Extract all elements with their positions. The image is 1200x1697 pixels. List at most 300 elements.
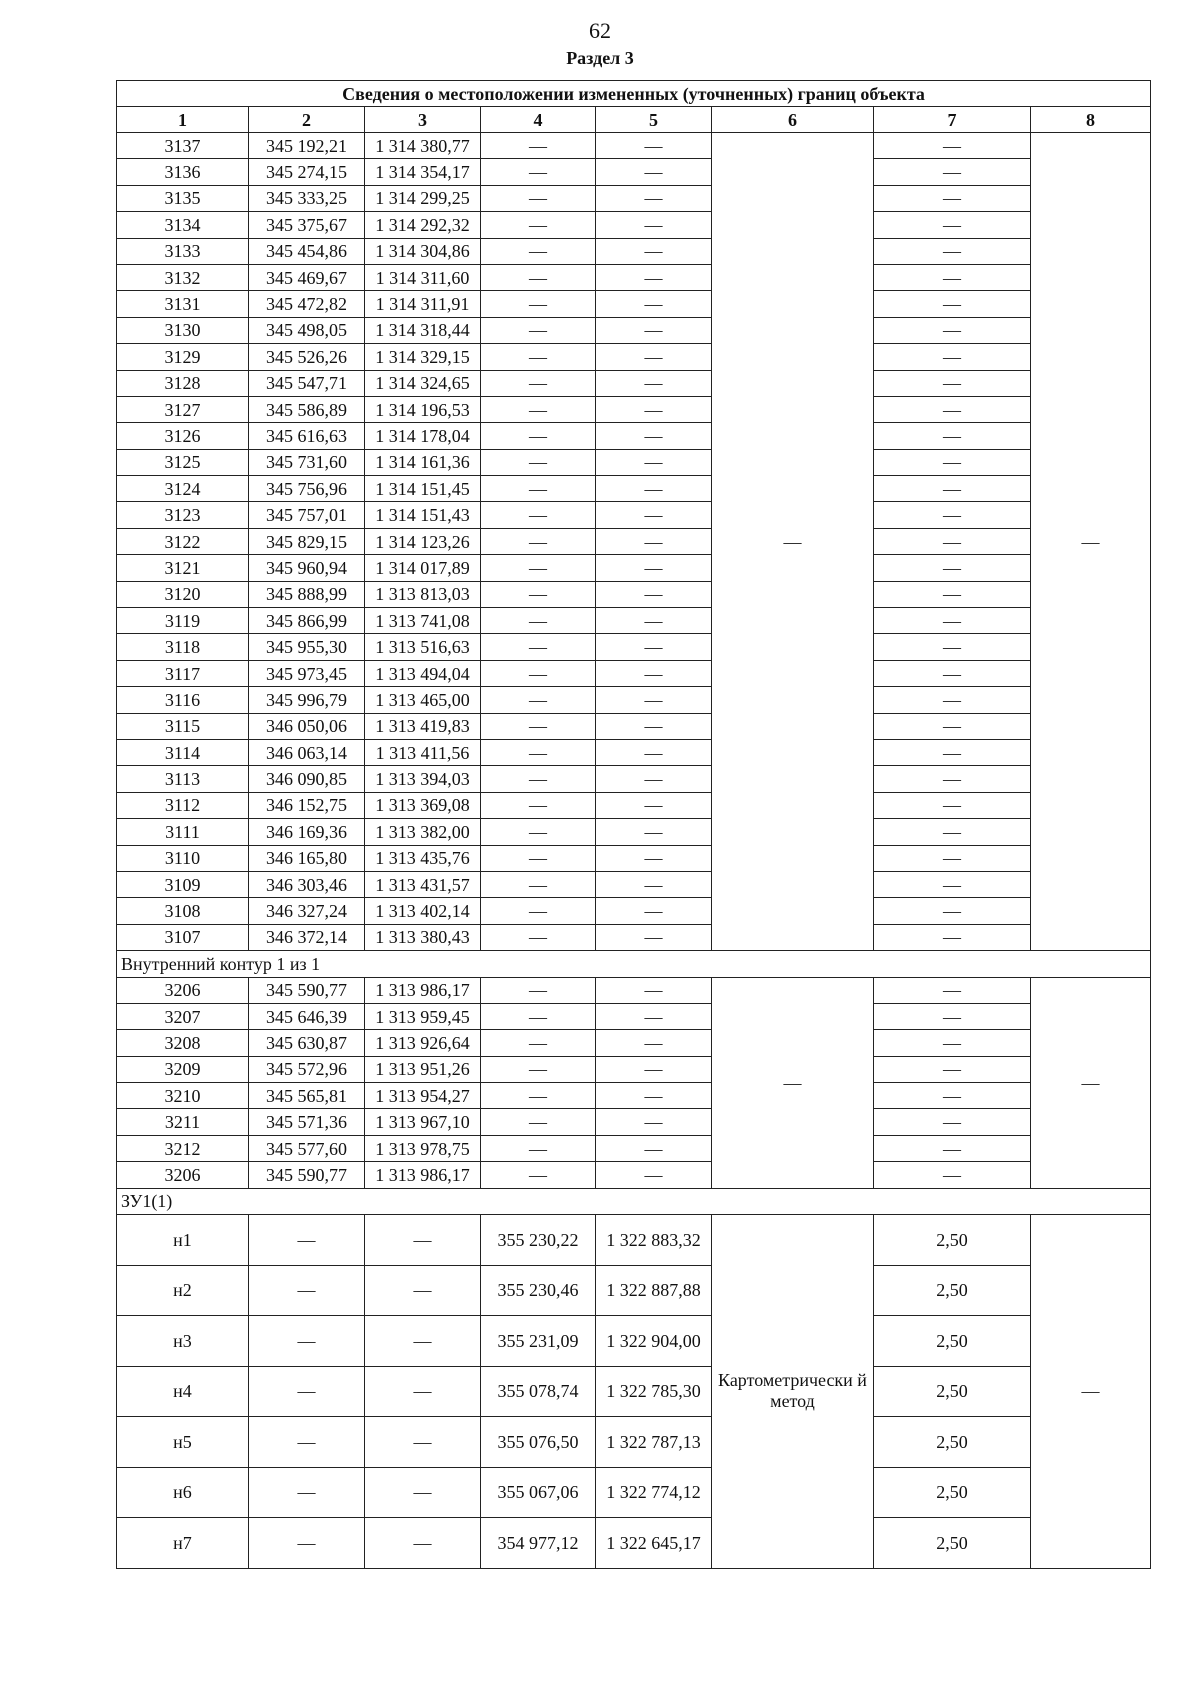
new-x-cell: — <box>481 1109 596 1135</box>
old-x-cell: — <box>249 1366 365 1417</box>
new-x-cell: — <box>481 528 596 554</box>
accuracy-cell: — <box>874 423 1031 449</box>
column-number: 1 <box>117 107 249 133</box>
point-number-cell: 3131 <box>117 291 249 317</box>
new-x-cell: — <box>481 845 596 871</box>
old-y-cell: 1 313 411,56 <box>365 739 481 765</box>
old-x-cell: 345 526,26 <box>249 344 365 370</box>
old-x-cell: 345 472,82 <box>249 291 365 317</box>
accuracy-cell: — <box>874 185 1031 211</box>
old-x-cell: 345 866,99 <box>249 608 365 634</box>
table-row <box>117 766 1151 792</box>
table-row <box>117 1056 1151 1082</box>
column-number: 8 <box>1031 107 1151 133</box>
new-x-cell: — <box>481 898 596 924</box>
old-x-cell: 345 646,39 <box>249 1003 365 1029</box>
old-y-cell: 1 314 123,26 <box>365 528 481 554</box>
point-number-cell: 3115 <box>117 713 249 739</box>
old-y-cell: 1 314 151,43 <box>365 502 481 528</box>
old-x-cell: — <box>249 1316 365 1367</box>
new-y-cell: 1 322 774,12 <box>596 1467 712 1518</box>
old-y-cell: 1 313 516,63 <box>365 634 481 660</box>
old-x-cell: 345 996,79 <box>249 687 365 713</box>
new-x-cell: — <box>481 713 596 739</box>
new-y-cell: — <box>596 344 712 370</box>
new-y-cell: — <box>596 1056 712 1082</box>
old-x-cell: 345 731,60 <box>249 449 365 475</box>
new-y-cell: — <box>596 660 712 686</box>
new-y-cell: — <box>596 845 712 871</box>
accuracy-cell: — <box>874 713 1031 739</box>
column-number: 3 <box>365 107 481 133</box>
notes-cell: — <box>1031 1215 1151 1569</box>
table-caption: Сведения о местоположении измененных (уточненных) границ объекта <box>117 81 1151 107</box>
new-y-cell: — <box>596 581 712 607</box>
page-number: 62 <box>589 18 611 43</box>
table-row <box>117 1030 1151 1056</box>
new-y-cell: — <box>596 317 712 343</box>
coordinates-table <box>116 80 1151 1569</box>
accuracy-cell: — <box>874 766 1031 792</box>
table-row <box>117 528 1151 554</box>
accuracy-cell: — <box>874 370 1031 396</box>
new-y-cell: — <box>596 423 712 449</box>
point-number-cell: 3121 <box>117 555 249 581</box>
point-number-cell: 3133 <box>117 238 249 264</box>
column-numbers-row <box>117 107 1151 133</box>
inner-contour-label: Внутренний контур 1 из 1 <box>117 951 1151 977</box>
old-x-cell: 345 454,86 <box>249 238 365 264</box>
table-row <box>117 1162 1151 1188</box>
new-x-cell: — <box>481 1030 596 1056</box>
new-y-cell: — <box>596 1109 712 1135</box>
new-x-cell: — <box>481 555 596 581</box>
old-y-cell: 1 314 299,25 <box>365 185 481 211</box>
new-y-cell: — <box>596 264 712 290</box>
table-row <box>117 608 1151 634</box>
new-y-cell: — <box>596 396 712 422</box>
new-x-cell: 355 078,74 <box>481 1366 596 1417</box>
new-x-cell: — <box>481 608 596 634</box>
table-row <box>117 845 1151 871</box>
new-y-cell: — <box>596 1162 712 1188</box>
old-y-cell: 1 313 959,45 <box>365 1003 481 1029</box>
table-row <box>117 634 1151 660</box>
old-y-cell: 1 314 161,36 <box>365 449 481 475</box>
new-y-cell: — <box>596 713 712 739</box>
new-x-cell: — <box>481 159 596 185</box>
new-y-cell: — <box>596 212 712 238</box>
point-number-cell: 3132 <box>117 264 249 290</box>
new-x-cell: — <box>481 370 596 396</box>
accuracy-cell: — <box>874 1162 1031 1188</box>
table-row <box>117 898 1151 924</box>
old-x-cell: 346 050,06 <box>249 713 365 739</box>
old-x-cell: 345 547,71 <box>249 370 365 396</box>
accuracy-cell: — <box>874 1135 1031 1161</box>
point-number-cell: 3120 <box>117 581 249 607</box>
table-row <box>117 713 1151 739</box>
new-x-cell: — <box>481 449 596 475</box>
old-y-cell: 1 313 419,83 <box>365 713 481 739</box>
new-y-cell: — <box>596 792 712 818</box>
new-y-cell: — <box>596 449 712 475</box>
accuracy-cell: — <box>874 871 1031 897</box>
old-x-cell: 345 829,15 <box>249 528 365 554</box>
new-y-cell: — <box>596 291 712 317</box>
new-y-cell: — <box>596 687 712 713</box>
new-x-cell: — <box>481 291 596 317</box>
accuracy-cell: — <box>874 555 1031 581</box>
old-x-cell: 346 327,24 <box>249 898 365 924</box>
new-x-cell: — <box>481 423 596 449</box>
new-y-cell: — <box>596 133 712 159</box>
table-row <box>117 924 1151 950</box>
table-row <box>117 555 1151 581</box>
column-number: 4 <box>481 107 596 133</box>
old-y-cell: 1 314 329,15 <box>365 344 481 370</box>
point-number-cell: н7 <box>117 1518 249 1569</box>
old-y-cell: 1 314 311,60 <box>365 264 481 290</box>
inner-contour-label-row <box>117 951 1151 977</box>
new-x-cell: — <box>481 238 596 264</box>
table-row <box>117 423 1151 449</box>
table-row <box>117 581 1151 607</box>
old-y-cell: 1 314 196,53 <box>365 396 481 422</box>
point-number-cell: 3212 <box>117 1135 249 1161</box>
new-x-cell: — <box>481 660 596 686</box>
accuracy-cell: — <box>874 159 1031 185</box>
new-x-cell: — <box>481 1162 596 1188</box>
accuracy-cell: — <box>874 739 1031 765</box>
old-y-cell: 1 313 926,64 <box>365 1030 481 1056</box>
new-y-cell: — <box>596 819 712 845</box>
table-row <box>117 370 1151 396</box>
table-row <box>117 317 1151 343</box>
new-x-cell: — <box>481 871 596 897</box>
new-x-cell: — <box>481 924 596 950</box>
accuracy-cell: — <box>874 317 1031 343</box>
new-x-cell: — <box>481 185 596 211</box>
old-x-cell: 346 165,80 <box>249 845 365 871</box>
new-y-cell: — <box>596 1030 712 1056</box>
point-number-cell: 3109 <box>117 871 249 897</box>
new-x-cell: 355 230,46 <box>481 1265 596 1316</box>
accuracy-cell: — <box>874 977 1031 1003</box>
accuracy-cell: — <box>874 819 1031 845</box>
accuracy-cell: — <box>874 1056 1031 1082</box>
point-number-cell: 3211 <box>117 1109 249 1135</box>
point-number-cell: н3 <box>117 1316 249 1367</box>
point-number-cell: 3127 <box>117 396 249 422</box>
new-x-cell: — <box>481 739 596 765</box>
accuracy-cell: 2,50 <box>874 1417 1031 1468</box>
table-row <box>117 449 1151 475</box>
new-y-cell: 1 322 645,17 <box>596 1518 712 1569</box>
old-x-cell: 345 757,01 <box>249 502 365 528</box>
old-y-cell: — <box>365 1366 481 1417</box>
accuracy-cell: — <box>874 396 1031 422</box>
point-number-cell: 3124 <box>117 476 249 502</box>
table-row <box>117 1366 1151 1417</box>
new-x-cell: — <box>481 819 596 845</box>
old-y-cell: 1 314 380,77 <box>365 133 481 159</box>
accuracy-cell: — <box>874 133 1031 159</box>
point-number-cell: н1 <box>117 1215 249 1266</box>
point-number-cell: 3108 <box>117 898 249 924</box>
new-x-cell: — <box>481 344 596 370</box>
old-y-cell: 1 313 986,17 <box>365 1162 481 1188</box>
point-number-cell: 3209 <box>117 1056 249 1082</box>
old-x-cell: 345 973,45 <box>249 660 365 686</box>
point-number-cell: 3113 <box>117 766 249 792</box>
new-y-cell: — <box>596 977 712 1003</box>
table-row <box>117 977 1151 1003</box>
old-y-cell: 1 314 292,32 <box>365 212 481 238</box>
table-row <box>117 212 1151 238</box>
table-row <box>117 1109 1151 1135</box>
accuracy-cell: 2,50 <box>874 1518 1031 1569</box>
new-y-cell: 1 322 887,88 <box>596 1265 712 1316</box>
old-y-cell: 1 313 465,00 <box>365 687 481 713</box>
point-number-cell: 3117 <box>117 660 249 686</box>
accuracy-cell: — <box>874 1083 1031 1109</box>
old-y-cell: — <box>365 1518 481 1569</box>
column-number: 7 <box>874 107 1031 133</box>
point-number-cell: н5 <box>117 1417 249 1468</box>
new-y-cell: — <box>596 898 712 924</box>
new-y-cell: 1 322 883,32 <box>596 1215 712 1266</box>
accuracy-cell: 2,50 <box>874 1366 1031 1417</box>
new-y-cell: — <box>596 608 712 634</box>
old-x-cell: 345 577,60 <box>249 1135 365 1161</box>
new-y-cell: — <box>596 502 712 528</box>
column-number: 2 <box>249 107 365 133</box>
accuracy-cell: — <box>874 212 1031 238</box>
old-x-cell: 345 960,94 <box>249 555 365 581</box>
table-row <box>117 396 1151 422</box>
old-y-cell: 1 314 178,04 <box>365 423 481 449</box>
table-row <box>117 660 1151 686</box>
new-y-cell: 1 322 785,30 <box>596 1366 712 1417</box>
accuracy-cell: — <box>874 476 1031 502</box>
point-number-cell: н6 <box>117 1467 249 1518</box>
old-x-cell: 345 571,36 <box>249 1109 365 1135</box>
old-x-cell: 345 565,81 <box>249 1083 365 1109</box>
accuracy-cell: — <box>874 687 1031 713</box>
new-y-cell: — <box>596 924 712 950</box>
point-number-cell: 3128 <box>117 370 249 396</box>
old-x-cell: 346 152,75 <box>249 792 365 818</box>
accuracy-cell: 2,50 <box>874 1467 1031 1518</box>
new-x-cell: 355 076,50 <box>481 1417 596 1468</box>
table-row <box>117 185 1151 211</box>
point-number-cell: 3207 <box>117 1003 249 1029</box>
old-y-cell: 1 313 986,17 <box>365 977 481 1003</box>
new-y-cell: 1 322 904,00 <box>596 1316 712 1367</box>
old-x-cell: 346 090,85 <box>249 766 365 792</box>
column-number: 6 <box>712 107 874 133</box>
parcel-label-row <box>117 1188 1151 1214</box>
table-row <box>117 687 1151 713</box>
column-number: 5 <box>596 107 712 133</box>
new-y-cell: — <box>596 370 712 396</box>
accuracy-cell: — <box>874 344 1031 370</box>
new-x-cell: — <box>481 1083 596 1109</box>
point-number-cell: 3119 <box>117 608 249 634</box>
new-y-cell: — <box>596 1003 712 1029</box>
new-x-cell: 355 231,09 <box>481 1316 596 1367</box>
table-row <box>117 1003 1151 1029</box>
new-y-cell: — <box>596 185 712 211</box>
old-y-cell: 1 314 304,86 <box>365 238 481 264</box>
old-y-cell: 1 313 951,26 <box>365 1056 481 1082</box>
new-x-cell: — <box>481 212 596 238</box>
old-y-cell: 1 313 741,08 <box>365 608 481 634</box>
accuracy-cell: — <box>874 291 1031 317</box>
table-row <box>117 1265 1151 1316</box>
new-y-cell: — <box>596 238 712 264</box>
new-y-cell: — <box>596 159 712 185</box>
accuracy-cell: — <box>874 845 1031 871</box>
new-x-cell: 354 977,12 <box>481 1518 596 1569</box>
point-number-cell: 3210 <box>117 1083 249 1109</box>
point-number-cell: 3110 <box>117 845 249 871</box>
point-number-cell: н4 <box>117 1366 249 1417</box>
table-row <box>117 238 1151 264</box>
point-number-cell: 3129 <box>117 344 249 370</box>
old-y-cell: — <box>365 1215 481 1266</box>
new-x-cell: — <box>481 396 596 422</box>
old-x-cell: 345 498,05 <box>249 317 365 343</box>
new-y-cell: — <box>596 1083 712 1109</box>
old-y-cell: 1 314 324,65 <box>365 370 481 396</box>
new-x-cell: — <box>481 133 596 159</box>
new-y-cell: — <box>596 1135 712 1161</box>
new-x-cell: — <box>481 1135 596 1161</box>
old-x-cell: 345 616,63 <box>249 423 365 449</box>
parcel-label: ЗУ1(1) <box>117 1188 1151 1214</box>
old-x-cell: 345 630,87 <box>249 1030 365 1056</box>
new-x-cell: — <box>481 766 596 792</box>
method-cell: Картометрически й метод <box>712 1215 874 1569</box>
accuracy-cell: — <box>874 238 1031 264</box>
old-y-cell: 1 313 369,08 <box>365 792 481 818</box>
old-x-cell: 345 590,77 <box>249 1162 365 1188</box>
accuracy-cell: — <box>874 608 1031 634</box>
old-y-cell: — <box>365 1316 481 1367</box>
table-caption-row <box>117 81 1151 107</box>
accuracy-cell: 2,50 <box>874 1265 1031 1316</box>
old-y-cell: 1 313 494,04 <box>365 660 481 686</box>
accuracy-cell: — <box>874 581 1031 607</box>
accuracy-cell: — <box>874 264 1031 290</box>
old-x-cell: 345 572,96 <box>249 1056 365 1082</box>
old-y-cell: — <box>365 1417 481 1468</box>
old-x-cell: — <box>249 1467 365 1518</box>
old-x-cell: 346 063,14 <box>249 739 365 765</box>
new-x-cell: 355 230,22 <box>481 1215 596 1266</box>
old-y-cell: 1 313 380,43 <box>365 924 481 950</box>
new-x-cell: — <box>481 1056 596 1082</box>
table-row <box>117 291 1151 317</box>
new-y-cell: — <box>596 634 712 660</box>
point-number-cell: 3112 <box>117 792 249 818</box>
old-y-cell: 1 313 431,57 <box>365 871 481 897</box>
new-y-cell: — <box>596 528 712 554</box>
point-number-cell: 3206 <box>117 977 249 1003</box>
point-number-cell: 3123 <box>117 502 249 528</box>
accuracy-cell: — <box>874 898 1031 924</box>
accuracy-cell: 2,50 <box>874 1215 1031 1266</box>
method-cell: — <box>712 133 874 951</box>
accuracy-cell: — <box>874 1030 1031 1056</box>
old-x-cell: 346 169,36 <box>249 819 365 845</box>
new-y-cell: — <box>596 766 712 792</box>
new-x-cell: — <box>481 792 596 818</box>
old-y-cell: 1 314 311,91 <box>365 291 481 317</box>
old-y-cell: 1 313 813,03 <box>365 581 481 607</box>
old-x-cell: 345 333,25 <box>249 185 365 211</box>
point-number-cell: 3130 <box>117 317 249 343</box>
old-y-cell: 1 314 017,89 <box>365 555 481 581</box>
table-row <box>117 792 1151 818</box>
table-row <box>117 1518 1151 1569</box>
point-number-cell: н2 <box>117 1265 249 1316</box>
table-row <box>117 819 1151 845</box>
old-x-cell: 345 469,67 <box>249 264 365 290</box>
old-x-cell: 345 590,77 <box>249 977 365 1003</box>
notes-cell: — <box>1031 977 1151 1188</box>
old-y-cell: 1 313 967,10 <box>365 1109 481 1135</box>
old-x-cell: 345 955,30 <box>249 634 365 660</box>
new-y-cell: — <box>596 476 712 502</box>
new-x-cell: — <box>481 264 596 290</box>
old-y-cell: — <box>365 1467 481 1518</box>
old-y-cell: — <box>365 1265 481 1316</box>
table-row <box>117 159 1151 185</box>
new-x-cell: — <box>481 581 596 607</box>
new-y-cell: — <box>596 871 712 897</box>
table-row <box>117 1083 1151 1109</box>
point-number-cell: 3134 <box>117 212 249 238</box>
accuracy-cell: 2,50 <box>874 1316 1031 1367</box>
new-y-cell: — <box>596 739 712 765</box>
new-x-cell: — <box>481 634 596 660</box>
accuracy-cell: — <box>874 660 1031 686</box>
method-cell: — <box>712 977 874 1188</box>
table-row <box>117 1417 1151 1468</box>
accuracy-cell: — <box>874 792 1031 818</box>
table-row <box>117 344 1151 370</box>
new-x-cell: — <box>481 1003 596 1029</box>
new-y-cell: — <box>596 555 712 581</box>
accuracy-cell: — <box>874 528 1031 554</box>
section-title: Раздел 3 <box>566 48 634 68</box>
old-y-cell: 1 313 382,00 <box>365 819 481 845</box>
old-y-cell: 1 313 435,76 <box>365 845 481 871</box>
old-x-cell: — <box>249 1265 365 1316</box>
new-x-cell: 355 067,06 <box>481 1467 596 1518</box>
point-number-cell: 3122 <box>117 528 249 554</box>
accuracy-cell: — <box>874 634 1031 660</box>
table-row <box>117 1135 1151 1161</box>
point-number-cell: 3111 <box>117 819 249 845</box>
new-y-cell: 1 322 787,13 <box>596 1417 712 1468</box>
point-number-cell: 3137 <box>117 133 249 159</box>
old-y-cell: 1 313 402,14 <box>365 898 481 924</box>
new-x-cell: — <box>481 502 596 528</box>
